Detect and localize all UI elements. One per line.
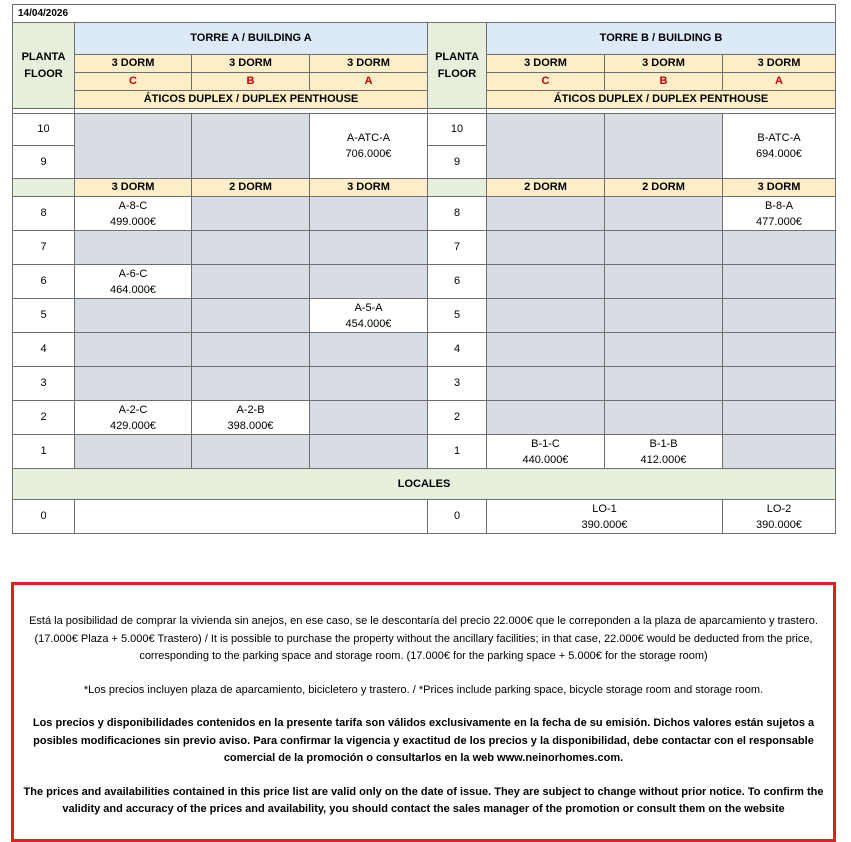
unit-code: A-2-B [236, 403, 265, 416]
unit-empty [487, 231, 605, 265]
floor-number: 9 [13, 146, 75, 179]
price-list-table [12, 4, 836, 534]
unit-empty [605, 197, 723, 231]
disclaimer-ancillary: Está la posibilidad de comprar la vivienda sin anejos, en ese caso, se le descontaría del precio 22.000€ que le correponden a la plaza de aparcamiento y trastero. (17.000€ Plaza + 5.000€ Trastero) / It is possible to purchase the property without the ancillary facilities; in that case, 22.000€ would be deducted from the price, corresponding to the parking space and storage room. (17.000€ for the parking space + 5.000€ for the storage room) [29, 615, 818, 662]
floor-number: 1 [13, 435, 75, 469]
unit-a-2-b[interactable] [192, 401, 310, 435]
col-type-b-a: 3 DORM [723, 55, 836, 73]
unit-empty [192, 367, 310, 401]
locales-header: LOCALES [13, 469, 836, 500]
floor-header-a [13, 23, 75, 109]
unit-price: 454.000€ [345, 317, 392, 330]
floor-number: 1 [428, 435, 487, 469]
unit-code: LO-1 [592, 502, 617, 515]
unit-empty [192, 197, 310, 231]
unit-empty [723, 401, 836, 435]
unit-empty [192, 435, 310, 469]
unit-code: A-2-C [118, 403, 148, 416]
planta-label: PLANTA [21, 50, 66, 63]
unit-price: 390.000€ [756, 518, 802, 531]
unit-empty [310, 435, 428, 469]
unit-code: B-1-B [649, 437, 678, 450]
type-b-b: 2 DORM [605, 179, 723, 197]
unit-code: LO-2 [766, 502, 792, 515]
floor-number: 3 [13, 367, 75, 401]
type-b-a: 3 DORM [723, 179, 836, 197]
unit-price: 706.000€ [345, 148, 392, 160]
disclaimer-included: *Los precios incluyen plaza de aparcamiento, bicicletero y trastero. / *Prices include parking space, bicycle storage room and storage room. [83, 683, 764, 696]
unit-a-5-a[interactable] [310, 299, 428, 333]
unit-empty [310, 401, 428, 435]
floor-number: 9 [428, 146, 487, 179]
unit-empty [605, 367, 723, 401]
type-a-c: 3 DORM [75, 179, 192, 197]
penthouse-label-b: ÁTICOS DUPLEX / DUPLEX PENTHOUSE [487, 91, 836, 109]
floor-number: 5 [428, 299, 487, 333]
unit-empty [310, 265, 428, 299]
floor-number: 7 [428, 231, 487, 265]
disclaimer-validity-en: The prices and availabilities contained in this price list are valid only on the date of issue. They are subject to change without prior notice. To confirm the validity and accuracy of the prices and availability, you should contact the sales manager of the promotion or consult them on the website [23, 785, 824, 815]
unit-empty [605, 401, 723, 435]
floor-number: 4 [13, 333, 75, 367]
unit-empty [310, 197, 428, 231]
issue-date: 14/04/2026 [13, 5, 836, 23]
floor-number: 5 [13, 299, 75, 333]
unit-b-8-a[interactable] [723, 197, 836, 231]
unit-empty [192, 231, 310, 265]
unit-empty [605, 333, 723, 367]
unit-empty [75, 299, 192, 333]
unit-empty [487, 401, 605, 435]
unit-b-1-c[interactable] [487, 435, 605, 469]
col-letter-a-c: C [75, 73, 192, 91]
type-a-b: 2 DORM [192, 179, 310, 197]
tower-a-title: TORRE A / BUILDING A [75, 23, 428, 55]
floor-number: 6 [428, 265, 487, 299]
col-letter-b-c: C [487, 73, 605, 91]
unit-empty [487, 197, 605, 231]
unit-empty [310, 231, 428, 265]
unit-empty [310, 333, 428, 367]
unit-a-6-c[interactable] [75, 265, 192, 299]
floor-number: 6 [13, 265, 75, 299]
unit-code: A-6-C [118, 267, 148, 280]
unit-empty [310, 367, 428, 401]
floor-number: 4 [428, 333, 487, 367]
floor-number: 0 [428, 500, 487, 534]
floor-blank [13, 179, 75, 197]
floor-number: 2 [428, 401, 487, 435]
col-type-b-c: 3 DORM [487, 55, 605, 73]
unit-price: 499.000€ [110, 215, 156, 228]
unit-lo-1[interactable] [487, 500, 723, 534]
unit-empty [192, 299, 310, 333]
unit-price: 398.000€ [227, 419, 274, 432]
unit-empty [605, 231, 723, 265]
type-a-a: 3 DORM [310, 179, 428, 197]
floor-number: 3 [428, 367, 487, 401]
unit-code: B-8-A [764, 199, 794, 212]
unit-empty [75, 435, 192, 469]
type-b-c: 2 DORM [487, 179, 605, 197]
disclaimer-box [11, 582, 836, 842]
unit-b-atc-a[interactable] [723, 114, 836, 179]
col-type-a-b: 3 DORM [192, 55, 310, 73]
unit-empty [723, 367, 836, 401]
unit-code: A-5-A [354, 301, 383, 314]
locales-empty [75, 500, 428, 534]
floor-number: 10 [13, 114, 75, 146]
floor-number: 2 [13, 401, 75, 435]
unit-empty [723, 231, 836, 265]
unit-empty [75, 114, 192, 179]
unit-empty [192, 265, 310, 299]
unit-empty [723, 299, 836, 333]
floor-label: FLOOR [24, 67, 63, 80]
unit-empty [723, 333, 836, 367]
col-letter-b-a: A [723, 73, 836, 91]
unit-b-1-b[interactable] [605, 435, 723, 469]
unit-empty [723, 265, 836, 299]
unit-empty [192, 333, 310, 367]
unit-code: B-1-C [531, 437, 560, 450]
floor-number: 8 [13, 197, 75, 231]
unit-empty [75, 333, 192, 367]
unit-empty [605, 265, 723, 299]
unit-price: 694.000€ [756, 148, 802, 160]
disclaimer-validity-es: Los precios y disponibilidades contenidos en la presente tarifa son válidos exclusivamente en la fecha de su emisión. Dichos valores están sujetos a posibles modificaciones sin previo aviso. Para confirmar la vigencia y exactitud de los precios y la disponibilidad, debe contactar con el responsable comercial de la promoción o consultarlos en la web www.neinorhomes.com. [32, 717, 815, 764]
unit-empty [605, 114, 723, 179]
unit-lo-2[interactable] [723, 500, 836, 534]
unit-empty [75, 231, 192, 265]
unit-price: 464.000€ [110, 283, 156, 296]
floor-header-b [428, 23, 487, 109]
unit-empty [487, 299, 605, 333]
unit-code: A-8-C [118, 199, 148, 212]
unit-code: B-ATC-A [757, 132, 801, 144]
unit-a-2-c[interactable] [75, 401, 192, 435]
unit-price: 477.000€ [756, 215, 802, 228]
unit-price: 429.000€ [110, 419, 156, 432]
floor-number: 7 [13, 231, 75, 265]
floor-label: FLOOR [437, 67, 477, 80]
col-type-b-b: 3 DORM [605, 55, 723, 73]
unit-a-8-c[interactable] [75, 197, 192, 231]
planta-label: PLANTA [435, 50, 479, 63]
col-type-a-a: 3 DORM [310, 55, 428, 73]
floor-number: 8 [428, 197, 487, 231]
col-letter-a-a: A [310, 73, 428, 91]
col-type-a-c: 3 DORM [75, 55, 192, 73]
penthouse-label-a: ÁTICOS DUPLEX / DUPLEX PENTHOUSE [75, 91, 428, 109]
unit-empty [605, 299, 723, 333]
unit-empty [192, 114, 310, 179]
unit-empty [487, 114, 605, 179]
unit-a-atc-a[interactable] [310, 114, 428, 179]
col-letter-b-b: B [605, 73, 723, 91]
floor-blank [428, 179, 487, 197]
unit-empty [487, 367, 605, 401]
floor-number: 0 [13, 500, 75, 534]
unit-empty [723, 435, 836, 469]
unit-code: A-ATC-A [346, 132, 391, 144]
unit-price: 440.000€ [522, 453, 569, 466]
unit-price: 412.000€ [640, 453, 687, 466]
unit-empty [487, 265, 605, 299]
unit-price: 390.000€ [581, 518, 628, 531]
unit-empty [75, 367, 192, 401]
unit-empty [487, 333, 605, 367]
col-letter-a-b: B [192, 73, 310, 91]
floor-number: 10 [428, 114, 487, 146]
tower-b-title: TORRE B / BUILDING B [487, 23, 836, 55]
